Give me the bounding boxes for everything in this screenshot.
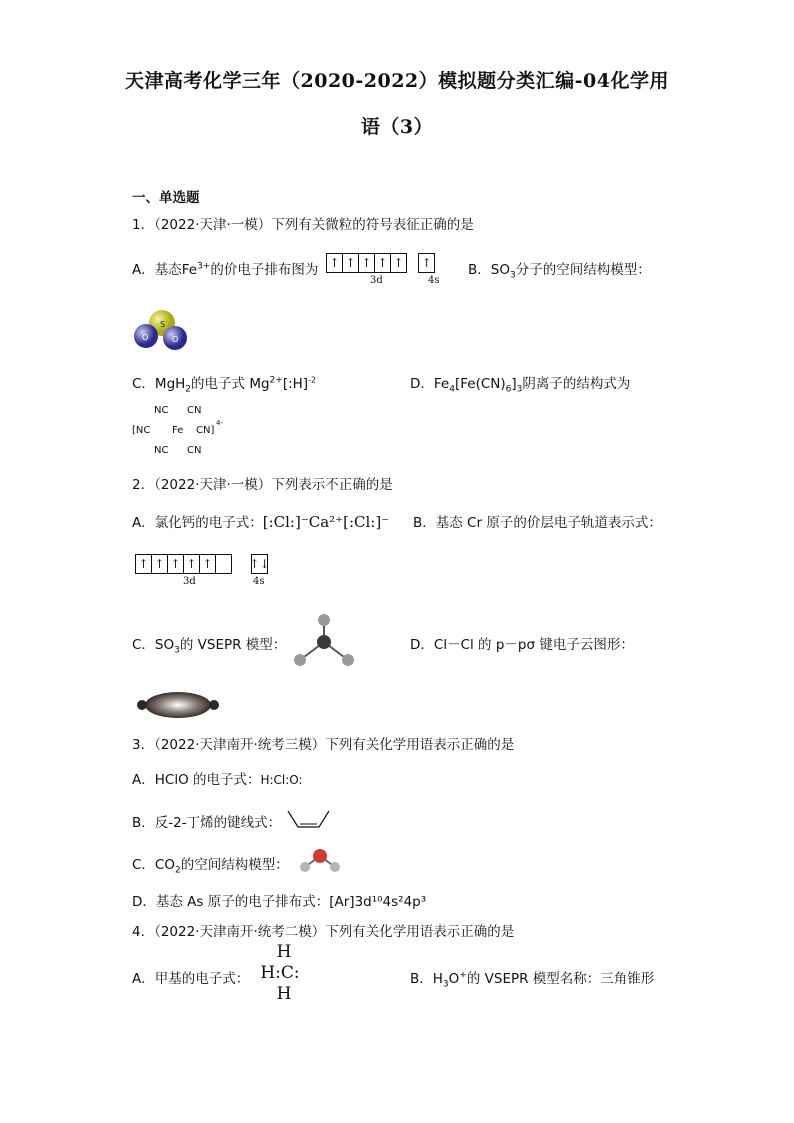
section-heading: 一、单选题 (132, 190, 200, 206)
q3-stem: 3．（2022·天津南开·统考三模）下列有关化学用语表示正确的是 (132, 737, 515, 753)
q1-stem: 1．（2022·天津·一模）下列有关微粒的符号表征正确的是 (132, 217, 474, 233)
q2-option-a: A．氯化钙的电子式：[:Cl:]⁻Ca²⁺[:Cl:]⁻ (132, 513, 390, 531)
q1-option-b: B．$SO_3$分子的空间结构模型： (468, 262, 651, 281)
q1-option-a: A．基态$Fe^{3+}$的价电子排布图为 (132, 261, 319, 278)
ferrocyanide-structure: NC CN [NC Fe CN] 4- NC CN (132, 405, 223, 456)
q3-option-a: A．HClO 的电子式：H:Cl:O: (132, 772, 303, 788)
q4-option-b: B．$H_3O^+$的 VSEPR 模型名称：三角锥形 (410, 970, 655, 990)
doc-title-line1: 天津高考化学三年（2020-2022）模拟题分类汇编-04化学用 (125, 70, 669, 92)
so3-vsepr-model (288, 612, 360, 670)
q1-option-d: D．$Fe_4[Fe(CN)_6]_3$阴离子的结构式为 (410, 376, 631, 395)
so2-molecule-model (130, 308, 194, 354)
trans-2-butene-skeletal (286, 807, 332, 831)
atom-label-o1: O (142, 333, 149, 342)
orbital-3d-boxes: ↑ ↑ ↑ ↑ ↑ (326, 253, 407, 273)
q3-option-b: B．反-2-丁烯的键线式： (132, 815, 282, 831)
cr-label-3d: 3d (183, 576, 196, 587)
cr-orbital-diagram: ↑ ↑ ↑ ↑ ↑ ↑↓ (135, 553, 268, 574)
q4-option-a: A．甲基的电子式： (132, 971, 250, 987)
doc-title-line2: 语（3） (360, 116, 434, 138)
orbital-label-3d: 3d (370, 275, 383, 286)
q3-option-d: D．基态 As 原子的电子排布式：[Ar]3d¹⁰4s²4p³ (132, 894, 427, 910)
bent-molecule-model (296, 845, 344, 875)
q2-stem: 2．（2022·天津·一模）下列表示不正确的是 (132, 477, 393, 493)
q2-option-d: D．Cl－Cl 的 p－pσ 键电子云图形： (410, 637, 634, 653)
q4-stem: 4．（2022·天津南开·统考二模）下列有关化学用语表示正确的是 (132, 924, 515, 940)
q1-orbital-diagram (326, 252, 435, 273)
orbital-label-4s: 4s (428, 275, 440, 286)
q2-option-b: B．基态 Cr 原子的价层电子轨道表示式： (413, 515, 662, 531)
methyl-electron-formula: H H:C: H (260, 942, 300, 1004)
q2-option-c: C．$SO_3$的 VSEPR 模型： (132, 637, 287, 656)
atom-label-s: S (160, 320, 166, 329)
cr-label-4s: 4s (253, 576, 265, 587)
q1-option-c: C．MgH$_2$的电子式 $Mg^{2+}[:H]^{-2}$ (132, 375, 317, 395)
q3-option-c: C．$CO_2$的空间结构模型： (132, 857, 289, 876)
orbital-4s-box: ↑ (418, 253, 435, 273)
atom-label-o2: O (172, 335, 179, 344)
p-p-sigma-cloud (135, 689, 221, 721)
